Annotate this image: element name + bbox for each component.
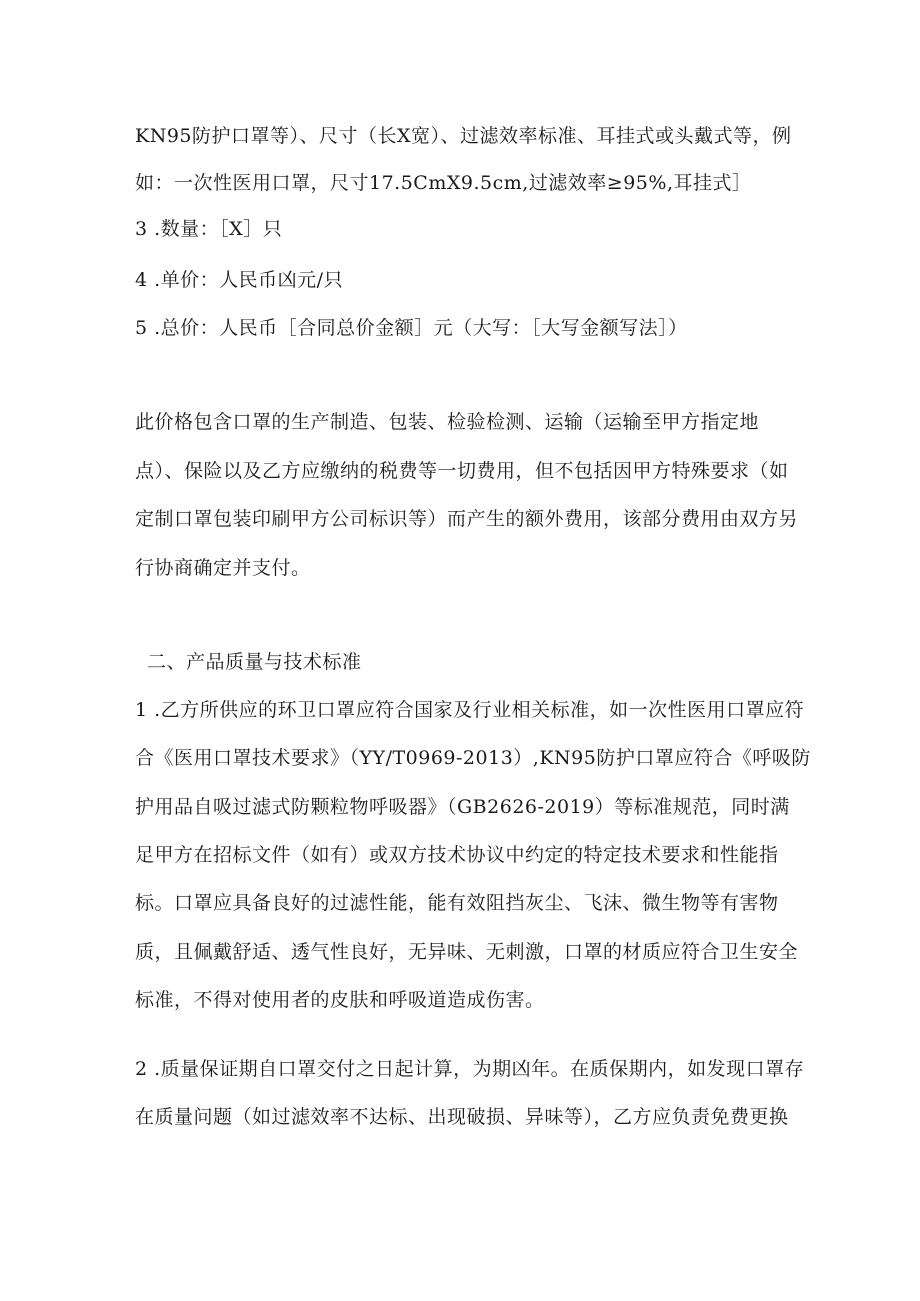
clause-2-line-1: 2 .质量保证期自口罩交付之日起计算，为期凶年。在质保期内，如发现口罩存	[135, 1058, 805, 1080]
spec-line-2: 如：一次性医用口罩，尺寸17.5CmX9.5cm,过滤效率≥95%,耳挂式］	[135, 172, 752, 194]
price-note-line-1: 此价格包含口罩的生产制造、包装、检验检测、运输（运输至甲方指定地	[135, 411, 760, 433]
clause-1-line-7: 标准，不得对使用者的皮肤和呼吸道造成伤害。	[135, 989, 545, 1011]
clause-1-line-3: 护用品自吸过滤式防颗粒物呼吸器》（GB2626-2019）等标准规范，同时满	[135, 796, 790, 818]
clause-1-line-2: 合《医用口罩技术要求》（YY/T0969-2013）,KN95防护口罩应符合《呼吸防	[135, 747, 811, 769]
quantity-line: 3 .数量：［X］只	[135, 218, 283, 240]
clause-1-line-5: 标。口罩应具备良好的过滤性能，能有效阻挡灰尘、飞沫、微生物等有害物	[135, 892, 779, 914]
clause-2-line-2: 在质量问题（如过滤效率不达标、出现破损、异味等），乙方应负责免费更换	[135, 1106, 789, 1128]
total-price-line: 5 .总价：人民币［合同总价金额］元（大写：［大写金额写法］）	[135, 317, 688, 339]
price-note-line-4: 行协商确定并支付。	[135, 557, 311, 579]
spec-line-1: KN95防护口罩等）、尺寸（长X宽）、过滤效率标准、耳挂式或头戴式等，例	[135, 125, 792, 147]
clause-1-line-6: 质，且佩戴舒适、透气性良好，无异味、无刺激，口罩的材质应符合卫生安全	[135, 941, 799, 963]
price-note-line-2: 点）、保险以及乙方应缴纳的税费等一切费用，但不包括因甲方特殊要求（如	[135, 460, 789, 482]
section-heading: 二、产品质量与技术标准	[147, 651, 362, 673]
unit-price-line: 4 .单价：人民币凶元/只	[135, 269, 344, 291]
clause-1-line-1: 1 .乙方所供应的环卫口罩应符合国家及行业相关标准，如一次性医用口罩应符	[135, 699, 805, 721]
clause-1-line-4: 足甲方在招标文件（如有）或双方技术协议中约定的特定技术要求和性能指	[135, 844, 779, 866]
price-note-line-3: 定制口罩包装印刷甲方公司标识等）而产生的额外费用，该部分费用由双方另	[135, 508, 799, 530]
